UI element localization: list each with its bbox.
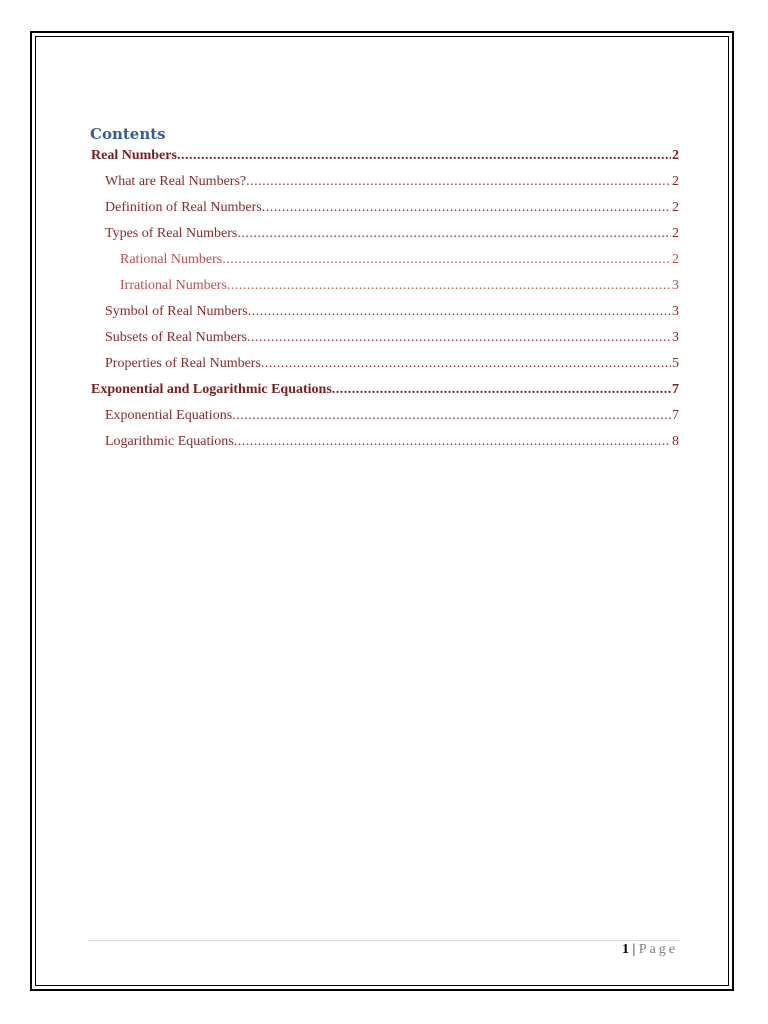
- toc-entry-label: Properties of Real Numbers: [105, 356, 261, 371]
- toc-entry-properties-of-real-numbers[interactable]: [90, 356, 679, 372]
- toc-entry-page: 8: [672, 434, 679, 449]
- toc-entry-label: Irrational Numbers: [120, 278, 227, 293]
- table-of-contents: [90, 124, 679, 450]
- toc-leader-dots: [177, 148, 671, 164]
- toc-entry-page: 2: [672, 200, 679, 215]
- toc-entry-label: Symbol of Real Numbers: [105, 304, 248, 319]
- toc-entry-page: 2: [672, 174, 679, 189]
- toc-leader-dots: [247, 330, 671, 346]
- toc-entry-what-are-real-numbers[interactable]: [90, 174, 679, 190]
- toc-entry-logarithmic-equations[interactable]: [90, 434, 679, 450]
- toc-leader-dots: [332, 382, 671, 398]
- toc-entry-page: 2: [672, 252, 679, 267]
- footer-page-number: 1: [621, 942, 629, 957]
- toc-leader-dots: [222, 252, 671, 268]
- toc-entry-page: 7: [672, 382, 679, 397]
- toc-leader-dots: [234, 434, 671, 450]
- toc-leader-dots: [261, 356, 671, 372]
- toc-entry-label: Real Numbers: [91, 148, 177, 163]
- toc-entry-label: Exponential Equations: [105, 408, 233, 423]
- toc-entry-label: What are Real Numbers?: [105, 174, 247, 189]
- toc-entry-page: 2: [672, 148, 679, 163]
- toc-leader-dots: [246, 174, 671, 190]
- toc-entry-exponential-equations[interactable]: [90, 408, 679, 424]
- toc-entry-page: 7: [672, 408, 679, 423]
- toc-entry-page: 3: [672, 304, 679, 319]
- toc-entry-definition-of-real-numbers[interactable]: [90, 200, 679, 216]
- toc-entry-label: Types of Real Numbers: [105, 226, 238, 241]
- toc-entry-label: Subsets of Real Numbers: [105, 330, 247, 345]
- toc-entry-label: Rational Numbers: [120, 252, 223, 267]
- toc-entry-page: 3: [672, 278, 679, 293]
- toc-leader-dots: [262, 200, 671, 216]
- toc-entry-rational-numbers[interactable]: [90, 252, 679, 268]
- toc-entry-label: Exponential and Logarithmic Equations: [91, 382, 332, 397]
- footer-divider: [88, 940, 680, 941]
- footer-page-label: Page: [638, 942, 678, 957]
- toc-leader-dots: [227, 278, 671, 294]
- footer-separator: |: [632, 942, 636, 957]
- toc-entry-symbol-of-real-numbers[interactable]: [90, 304, 679, 320]
- toc-entry-page: 2: [672, 226, 679, 241]
- toc-entry-real-numbers[interactable]: [90, 148, 679, 164]
- toc-leader-dots: [248, 304, 671, 320]
- toc-leader-dots: [232, 408, 671, 424]
- toc-title: Contents: [90, 125, 166, 143]
- toc-entry-label: Logarithmic Equations: [105, 434, 234, 449]
- toc-entry-exponential-and-logarithmic-equations[interactable]: [90, 382, 679, 398]
- toc-entry-label: Definition of Real Numbers: [105, 200, 262, 215]
- toc-leader-dots: [237, 226, 671, 242]
- toc-entry-types-of-real-numbers[interactable]: [90, 226, 679, 242]
- toc-entry-page: 3: [672, 330, 679, 345]
- toc-entry-irrational-numbers[interactable]: [90, 278, 679, 294]
- page-footer: [622, 942, 678, 958]
- toc-entry-subsets-of-real-numbers[interactable]: [90, 330, 679, 346]
- toc-entry-page: 5: [672, 356, 679, 371]
